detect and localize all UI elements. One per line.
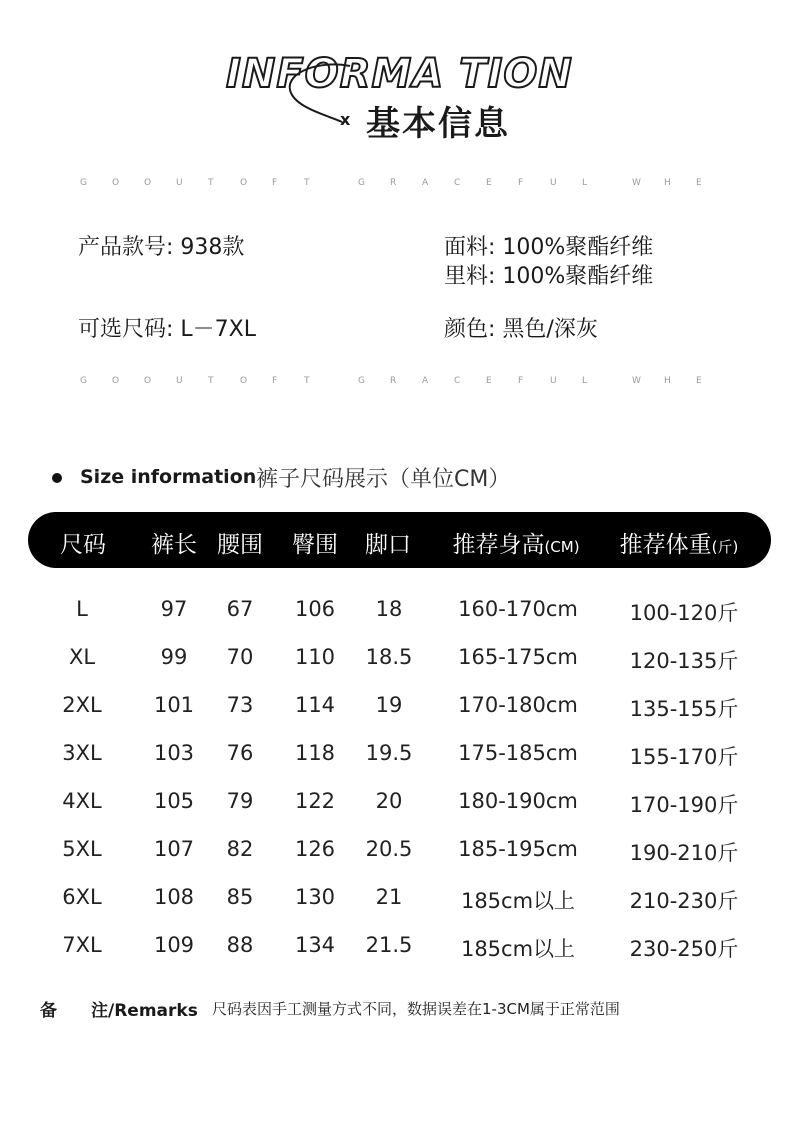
cell-size: 4XL <box>62 789 102 813</box>
logo-x-mark: x <box>340 110 351 129</box>
cell-pants-length: 103 <box>153 741 195 765</box>
cell-pants-length: 107 <box>153 837 195 861</box>
lining-info: 里料: 100%聚酯纤维 <box>444 264 654 289</box>
cell-height: 185cm以上 <box>460 889 576 913</box>
cell-waist: 85 <box>226 885 254 909</box>
cell-pants-length: 105 <box>153 789 195 813</box>
cell-waist: 70 <box>226 645 254 669</box>
cell-hip: 114 <box>294 693 336 717</box>
spaced-letter: T <box>304 178 310 188</box>
spaced-letter: L <box>582 178 588 188</box>
cell-size: 7XL <box>62 933 102 957</box>
cell-size: 3XL <box>62 741 102 765</box>
cell-weight: 170-190斤 <box>629 793 739 817</box>
spaced-letter: A <box>422 178 429 188</box>
cell-weight: 210-230斤 <box>629 889 739 913</box>
spaced-letter: F <box>518 178 524 188</box>
logo-chinese-title: 基本信息 <box>366 104 510 144</box>
remarks-text: 尺码表因手工测量方式不同，数据误差在1-3CM属于正常范围 <box>212 1000 620 1018</box>
spaced-letter: T <box>208 376 214 386</box>
cell-size: L <box>76 597 88 621</box>
spaced-letter: T <box>304 376 310 386</box>
product-model: 产品款号: 938款 <box>78 235 245 260</box>
spaced-letter: U <box>550 178 557 188</box>
logo-english-title: INFORMA TION <box>226 51 573 97</box>
spaced-letter: U <box>176 376 183 386</box>
spaced-letter: G <box>80 178 87 188</box>
cell-hip: 134 <box>294 933 336 957</box>
cell-leg-opening: 19.5 <box>365 741 413 765</box>
cell-height: 185cm以上 <box>460 937 576 961</box>
cell-height: 175-185cm <box>458 741 578 765</box>
cell-weight: 190-210斤 <box>629 841 739 865</box>
spaced-letter: F <box>518 376 524 386</box>
cell-leg-opening: 18 <box>375 597 403 621</box>
spaced-letter: O <box>144 376 152 386</box>
header-waist: 腰围 <box>217 532 263 558</box>
cell-height: 185-195cm <box>458 837 578 861</box>
size-section-title: Size information <box>80 466 257 488</box>
color-info: 颜色: 黑色/深灰 <box>444 317 598 342</box>
spaced-letter: O <box>240 376 248 386</box>
cell-waist: 82 <box>226 837 254 861</box>
cell-weight: 155-170斤 <box>629 745 739 769</box>
cell-pants-length: 108 <box>153 885 195 909</box>
cell-waist: 67 <box>226 597 254 621</box>
cell-leg-opening: 21.5 <box>365 933 413 957</box>
cell-hip: 126 <box>294 837 336 861</box>
cell-leg-opening: 19 <box>375 693 403 717</box>
header-recommended-weight: 推荐体重(斤) <box>619 532 739 558</box>
cell-weight: 135-155斤 <box>629 697 739 721</box>
cell-weight: 120-135斤 <box>629 649 739 673</box>
header-recommended-height: 推荐身高(CM) <box>452 532 580 558</box>
cell-height: 180-190cm <box>458 789 578 813</box>
bullet-icon <box>52 473 62 483</box>
header-hip: 臀围 <box>292 532 338 558</box>
cell-pants-length: 101 <box>153 693 195 717</box>
spaced-letter: G <box>358 376 365 386</box>
spaced-letter: U <box>550 376 557 386</box>
spaced-letter: O <box>144 178 152 188</box>
cell-leg-opening: 18.5 <box>365 645 413 669</box>
remarks-label: 备 注/Remarks <box>40 1001 198 1021</box>
size-section-subtitle: 裤子尺码展示（单位CM） <box>256 467 511 492</box>
spaced-letter: A <box>422 376 429 386</box>
spaced-letter: F <box>272 376 278 386</box>
cell-hip: 118 <box>294 741 336 765</box>
cell-leg-opening: 21 <box>375 885 403 909</box>
cell-waist: 79 <box>226 789 254 813</box>
cell-hip: 130 <box>294 885 336 909</box>
spaced-letter: O <box>112 376 120 386</box>
spaced-letter: W <box>632 178 641 188</box>
cell-leg-opening: 20.5 <box>365 837 413 861</box>
spaced-letter: G <box>80 376 87 386</box>
cell-height: 170-180cm <box>458 693 578 717</box>
spaced-letter: R <box>390 178 397 188</box>
available-sizes: 可选尺码: L－7XL <box>78 317 256 342</box>
spaced-letter: W <box>632 376 641 386</box>
spaced-letter: C <box>454 178 461 188</box>
spaced-letter: E <box>486 178 492 188</box>
cell-size: 2XL <box>62 693 102 717</box>
header-leg-opening: 脚口 <box>365 532 411 558</box>
spaced-letter: E <box>696 178 702 188</box>
cell-pants-length: 99 <box>160 645 188 669</box>
spaced-letter: E <box>696 376 702 386</box>
spaced-letter: H <box>664 178 671 188</box>
spaced-letter: T <box>208 178 214 188</box>
spaced-letter: O <box>112 178 120 188</box>
spaced-letter: F <box>272 178 278 188</box>
spaced-letter: G <box>358 178 365 188</box>
cell-leg-opening: 20 <box>375 789 403 813</box>
logo-swoosh-icon <box>280 60 370 130</box>
cell-hip: 106 <box>294 597 336 621</box>
cell-pants-length: 109 <box>153 933 195 957</box>
cell-size: 6XL <box>62 885 102 909</box>
spaced-letter: R <box>390 376 397 386</box>
cell-weight: 100-120斤 <box>629 601 739 625</box>
cell-height: 165-175cm <box>458 645 578 669</box>
header-size: 尺码 <box>60 532 106 558</box>
cell-waist: 88 <box>226 933 254 957</box>
cell-size: 5XL <box>62 837 102 861</box>
spaced-letter: E <box>486 376 492 386</box>
spaced-letter: C <box>454 376 461 386</box>
cell-pants-length: 97 <box>160 597 188 621</box>
spaced-letter: O <box>240 178 248 188</box>
cell-waist: 73 <box>226 693 254 717</box>
cell-waist: 76 <box>226 741 254 765</box>
spaced-letter: H <box>664 376 671 386</box>
cell-weight: 230-250斤 <box>629 937 739 961</box>
spaced-letter: U <box>176 178 183 188</box>
cell-size: XL <box>68 645 96 669</box>
fabric-info: 面料: 100%聚酯纤维 <box>444 235 654 260</box>
cell-hip: 122 <box>294 789 336 813</box>
cell-height: 160-170cm <box>458 597 578 621</box>
spaced-letter: L <box>582 376 588 386</box>
header-pants-length: 裤长 <box>151 532 197 558</box>
cell-hip: 110 <box>294 645 336 669</box>
